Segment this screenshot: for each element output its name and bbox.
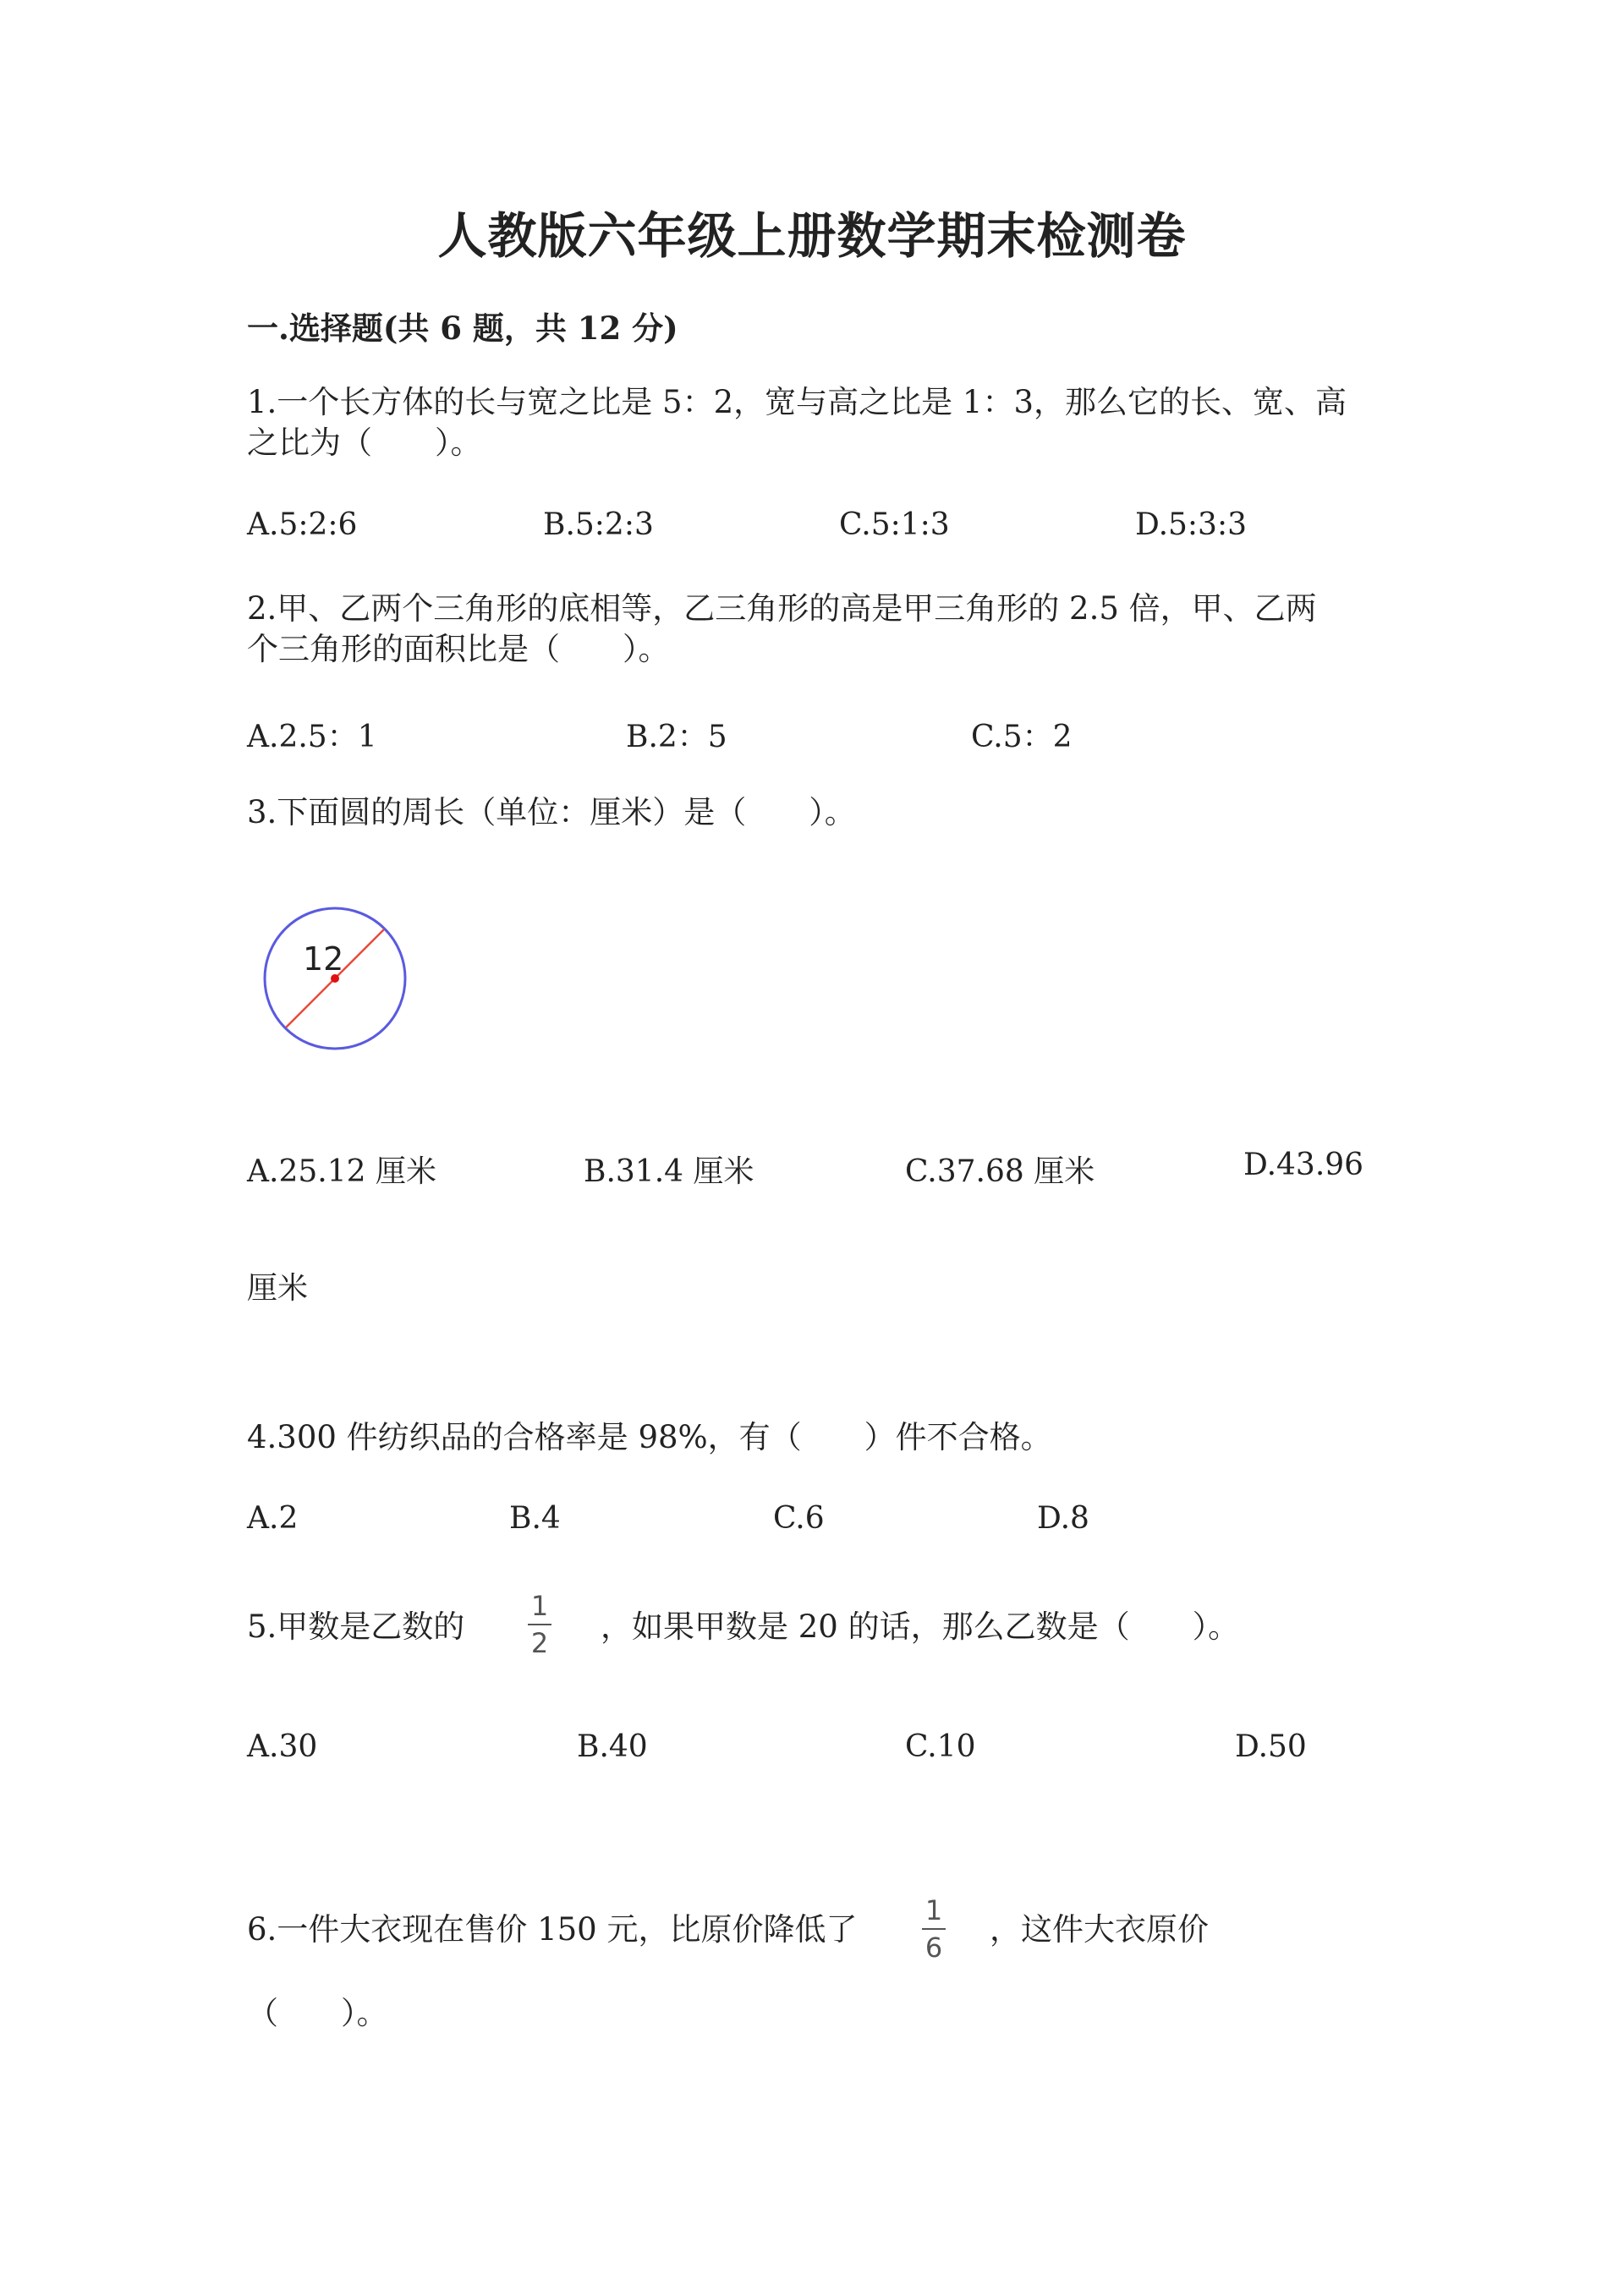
question-5-option-a[interactable]: A.30 bbox=[247, 1729, 318, 1764]
question-4-line-1: 4.300 件纺织品的合格率是 98%，有（ ）件不合格。 bbox=[247, 1419, 1052, 1455]
section-heading: 一.选择题(共 6 题，共 12 分) bbox=[247, 310, 678, 347]
question-3-option-d-wrap: 厘米 bbox=[247, 1271, 309, 1306]
question-5-option-c[interactable]: C.10 bbox=[905, 1729, 976, 1764]
fraction-denominator: 6 bbox=[924, 1932, 943, 1964]
question-6-text-before: 6.一件大衣现在售价 150 元，比原价降低了 bbox=[247, 1911, 858, 1948]
question-6-fraction bbox=[917, 1894, 951, 1964]
fraction-numerator: 1 bbox=[530, 1590, 549, 1622]
question-1-option-d[interactable]: D.5:3:3 bbox=[1135, 507, 1247, 542]
fraction-numerator: 1 bbox=[924, 1894, 943, 1926]
question-1-option-b[interactable]: B.5:2:3 bbox=[543, 507, 654, 542]
question-2-option-a[interactable]: A.2.5：1 bbox=[247, 720, 377, 754]
question-3-option-b[interactable]: B.31.4 厘米 bbox=[584, 1154, 754, 1189]
question-5-option-d[interactable]: D.50 bbox=[1235, 1729, 1307, 1764]
question-3-option-a[interactable]: A.25.12 厘米 bbox=[247, 1154, 436, 1189]
question-4-option-c[interactable]: C.6 bbox=[773, 1501, 825, 1536]
question-2-option-c[interactable]: C.5：2 bbox=[971, 720, 1073, 754]
fraction-bar bbox=[922, 1928, 946, 1930]
question-1-option-a[interactable]: A.5:2:6 bbox=[247, 507, 358, 542]
question-6-line-2: （ ）。 bbox=[247, 1995, 388, 2031]
question-3-option-c[interactable]: C.37.68 厘米 bbox=[905, 1154, 1095, 1189]
question-3-option-d[interactable]: D.43.96 bbox=[1243, 1148, 1364, 1182]
page-title: 人教版六年级上册数学期末检测卷 bbox=[437, 207, 1187, 265]
question-1-line-2: 之比为（ ）。 bbox=[247, 425, 482, 461]
question-2-line-1: 2.甲、乙两个三角形的底相等，乙三角形的高是甲三角形的 2.5 倍，甲、乙两 bbox=[247, 590, 1317, 627]
question-5-fraction bbox=[523, 1590, 557, 1659]
question-6-text-after: ，这件大衣原价 bbox=[990, 1911, 1209, 1948]
question-2-line-2: 个三角形的面积比是（ ）。 bbox=[247, 631, 670, 667]
question-3-line-1: 3.下面圆的周长（单位：厘米）是（ ）。 bbox=[247, 794, 856, 830]
question-1-option-c[interactable]: C.5:1:3 bbox=[839, 507, 950, 542]
fraction-bar bbox=[528, 1624, 551, 1625]
question-2-option-b[interactable]: B.2：5 bbox=[626, 720, 727, 754]
question-4-option-b[interactable]: B.4 bbox=[509, 1501, 561, 1536]
circle-diameter-label: 12 bbox=[303, 940, 344, 978]
circle-figure bbox=[254, 901, 423, 1061]
question-5-option-b[interactable]: B.40 bbox=[577, 1729, 648, 1764]
question-4-option-d[interactable]: D.8 bbox=[1037, 1501, 1089, 1536]
question-1-line-1: 1.一个长方体的长与宽之比是 5：2，宽与高之比是 1：3，那么它的长、宽、高 bbox=[247, 384, 1347, 420]
question-4-option-a[interactable]: A.2 bbox=[247, 1501, 299, 1536]
question-5-text-after: ，如果甲数是 20 的话，那么乙数是（ ）。 bbox=[601, 1608, 1240, 1645]
fraction-denominator: 2 bbox=[530, 1627, 549, 1659]
question-5-text-before: 5.甲数是乙数的 bbox=[247, 1608, 465, 1645]
